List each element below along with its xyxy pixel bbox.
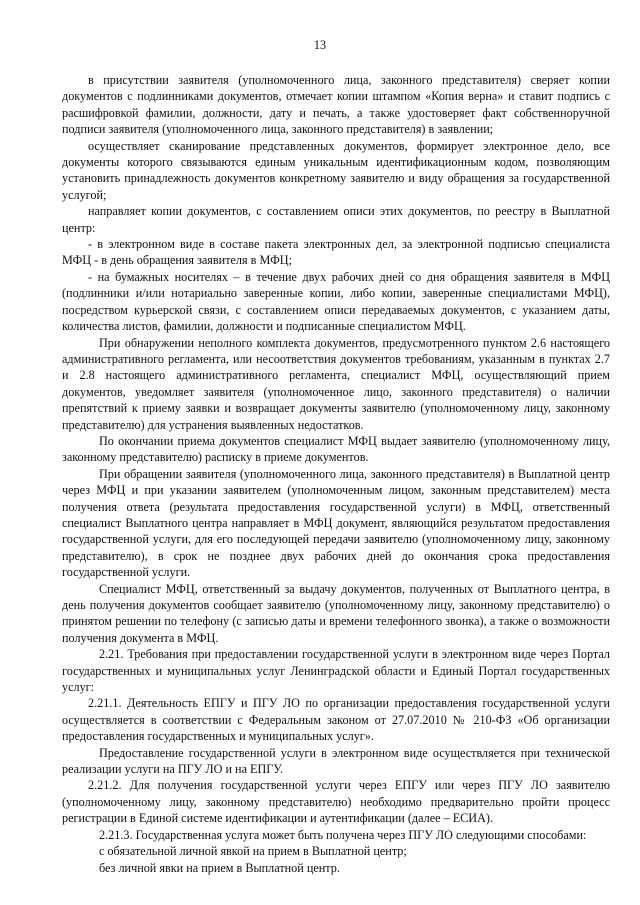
paragraph: без личной явки на прием в Выплатной центр.: [99, 860, 340, 875]
paragraph: 2.21.3. Государственная услуга может быть получена через ПГУ ЛО следующими способами:: [99, 827, 587, 842]
paragraph: направляет копии документов, с составлением описи этих документов, по реестру в Выплатной центр:: [62, 204, 610, 235]
paragraph: При обращении заявителя (уполномоченного лица, законного представителя) в Выплатной центр через МФЦ и при указании заявителем (уполномоченным лицом, законным представителем) места получения ответа (результата предоставления государственной услуги) в МФЦ, ответственный специалист Выплатного центра направляет в МФЦ документ, являющийся результатом предоставления государственной услуги, для его последующей передачи заявителю (уполномоченному лицу, законному представителю), в срок не позднее двух рабочих дней до окончания срока предоставления государственной услуги.: [62, 466, 610, 580]
paragraph: с обязательной личной явкой на прием в Выплатной центр;: [99, 844, 407, 859]
paragraph: осуществляет сканирование представленных документов, формирует электронное дело, все документы которого связываются единым уникальным идентификационным кодом, позволяющим установить принадлежность документов конкретному заявителю и виду обращения за государственной услугой;: [62, 138, 610, 202]
paragraph: 2.21.2. Для получения государственной услуги через ЕПГУ или через ПГУ ЛО заявителю (уполномоченному лицу, законному представителю) необходимо предварительно пройти процесс регистрации в Единой системе идентификации и аутентификации (далее – ЕСИА).: [62, 778, 610, 826]
paragraph: в присутствии заявителя (уполномоченного лица, законного представителя) сверяет копии документов с подлинниками документов, отмечает копии штампом «Копия верна» и ставит подпись с расшифровкой фамилии, должности, дату и печать, а также удостоверяет факт собственноручной подписи заявителя (уполномоченного лица, законного представителя) в заявлении;: [62, 73, 610, 137]
paragraph: - в электронном виде в составе пакета электронных дел, за электронной подписью специалиста МФЦ - в день обращения заявителя в МФЦ;: [62, 237, 610, 268]
paragraph: 2.21.1. Деятельность ЕПГУ и ПГУ ЛО по организации предоставления государственной услуги осуществляется в соответствии с Федеральным законом от 27.07.2010 № 210-ФЗ «Об организации предоставления государственных и муниципальных услуг».: [62, 696, 610, 744]
paragraph: Предоставление государственной услуги в электронном виде осуществляется при технической реализации услуги на ПГУ ЛО и на ЕПГУ.: [62, 745, 610, 777]
paragraph: При обнаружении неполного комплекта документов, предусмотренного пунктом 2.6 настоящего административного регламента, или несоответствия документов требованиям, указанным в пунктах 2.7 и 2.8 настоящего административного регламента, специалист МФЦ, осуществляющий прием документов, уведомляет заявителя (уполномоченное лицо, законного представителя) о наличии препятствий к приему заявки и возвращает документы заявителю (уполномоченному лицу, законному представителю) для устранения выявленных недостатков.: [62, 335, 610, 432]
paragraph: 2.21. Требования при предоставлении государственной услуги в электронном виде через Портал государственных и муниципальных услуг Ленинградской области и Единый Портал государственных услуг:: [62, 647, 610, 695]
paragraph: - на бумажных носителях – в течение двух рабочих дней со дня обращения заявителя в МФЦ (подлинники и/или нотариально заверенные копии, либо копии, заверенные специалистами МФЦ), посредством курьерской связи, с составлением описи передаваемых документов, с указанием даты, количества листов, фамилии, должности и подписанные специалистом МФЦ.: [62, 269, 610, 334]
paragraph: По окончании приема документов специалист МФЦ выдает заявителю (уполномоченному лицу, законному представителю) расписку в приеме документов.: [62, 433, 610, 465]
document-body: [62, 72, 610, 876]
paragraph: Специалист МФЦ, ответственный за выдачу документов, полученных от Выплатного центра, в день получения документов сообщает заявителю (уполномоченному лицу, законному представителю) о принятом решении по телефону (с записью даты и времени телефонного звонка), а также о возможности получения документа в МФЦ.: [62, 581, 610, 645]
page-number: 13: [313, 38, 327, 52]
